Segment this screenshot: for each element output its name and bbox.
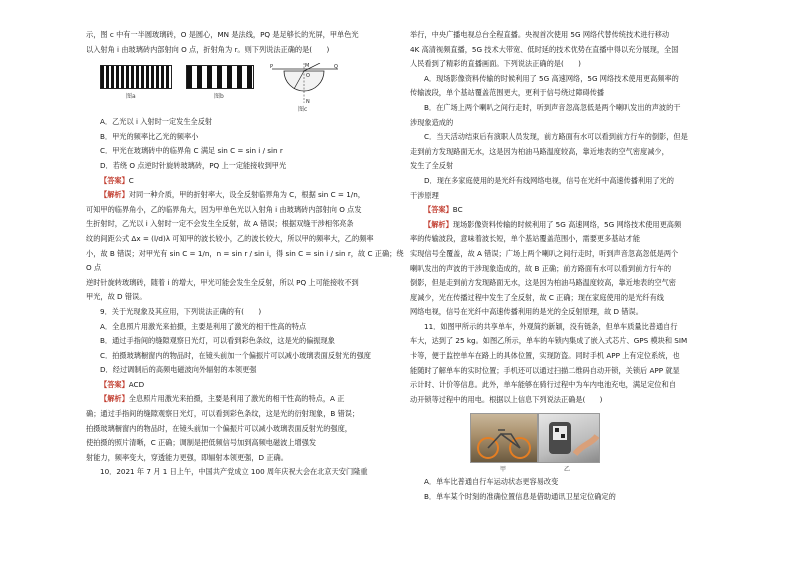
q8-answer: C bbox=[128, 175, 134, 185]
q8-option-d: D．若绕 O 点逆时针旋转玻璃砖，PQ 上一定能接收到甲光 bbox=[100, 160, 287, 170]
q8-figure bbox=[86, 59, 408, 114]
q9-answer-line bbox=[86, 378, 408, 393]
q8-option-b: B．甲光的频率比乙光的频率小 bbox=[100, 131, 199, 141]
q11-option-b: B．单车某个时刻的准确位置信息是借助通讯卫星定位确定的 bbox=[424, 492, 616, 502]
q10-option-c: C．当天活动结束后有演职人员发现，前方路面有水可以看到前方行车的倒影，但是 bbox=[424, 132, 688, 142]
q8-analysis-line-3: 生折射时，乙光以 i 入射时一定不会发生全反射，故 A 错误；根据双缝干涉相邻亮条 bbox=[86, 219, 354, 229]
photo-yi-label: 乙 bbox=[564, 466, 571, 474]
q10-option-d-cont: 干涉原理 bbox=[410, 190, 439, 200]
bike-lock-photo bbox=[538, 413, 600, 463]
q11-stem-line-1: 11．如图甲所示的共享单车，外观简约新颖，没有链条，但单车质量比普通自行 bbox=[424, 321, 678, 331]
q9-option-c: C．拍摄玻璃橱窗内的物品时，在镜头前加一个偏振片可以减小玻璃表面反射光的强度 bbox=[100, 350, 371, 360]
answer-tag: 【答案】 bbox=[424, 205, 453, 215]
q10-option-c-cont-2: 发生了全反射 bbox=[410, 161, 454, 171]
q10-option-b-cont: 涉现象造成的 bbox=[410, 117, 454, 127]
q9-analysis-line-2: 确；通过手指间的缝隙观察日光灯，可以看到彩色条纹，这是光的衍射现象，B 错误； bbox=[86, 409, 360, 419]
q11-option-a: A．单车比普通自行车运动状态更容易改变 bbox=[424, 477, 559, 487]
answer-tag: 【答案】 bbox=[100, 379, 129, 389]
q9-answer: ACD bbox=[128, 379, 145, 389]
figure-c-label: 图c bbox=[298, 106, 308, 114]
q11-stem-line-3: 卡等，便于监控单车在路上的具体位置，实现防盗。同时手机 APP 上有定位系统，也 bbox=[410, 351, 680, 361]
q9-option-d: D．经过调制后的高频电磁波向外辐射的本领更强 bbox=[100, 365, 257, 375]
q11-stem-line-6: 动开锁等过程中的用电。根据以上信息下列说法正确是( ) bbox=[410, 394, 603, 404]
q10-stem: 10．2021 年 7 月 1 日上午，中国共产党成立 100 周年庆祝大会在北京天安门隆重 bbox=[100, 467, 368, 477]
figure-b-label: 图b bbox=[214, 93, 224, 101]
q10-cont-line-1: 举行，中央广播电视总台全程直播。央视首次使用 5G 网络代替传统技术进行移动 bbox=[410, 30, 670, 39]
q10-option-c-cont-1: 走到前方发现路面无水，这是因为柏油马路温度较高，靠近地表的空气密度减少， bbox=[410, 146, 669, 156]
analysis-tag: 【解析】 bbox=[424, 219, 453, 229]
q10-analysis-line-1: 【解析】现场影像资料传输的时候利用了 5G 高速网络，5G 网络技术使用更高频 bbox=[424, 219, 682, 229]
q9-option-a: A．全息照片用激光来拍摄，主要是利用了激光的相干性高的特点 bbox=[100, 321, 307, 331]
q9-stem: 9．关于光现象及其应用，下列说法正确的有( ) bbox=[100, 306, 262, 316]
q8-analysis-line-7: 甲光，故 D 错误。 bbox=[86, 292, 147, 302]
figure-b-fringes bbox=[186, 65, 254, 89]
q8-answer-line bbox=[86, 174, 408, 189]
q10-analysis-line-7: 网络电视，信号在光纤中高速传播利用的是光的全反射原理，故 D 错误。 bbox=[410, 307, 643, 317]
point-n-label: N bbox=[306, 99, 310, 106]
q10-option-b: B．在广场上两个喇叭之间行走时，听到声音忽高忽低是两个喇叭发出的声波的干 bbox=[424, 102, 681, 112]
q11-stem-line-5: 示计时、计价等信息。此外，单车能够在骑行过程中为车内电池充电，满足定位和自 bbox=[410, 380, 676, 390]
analysis-tag: 【解析】 bbox=[100, 394, 129, 404]
q10-cont-line-2: 4K 高清视频直播，5G 技术大带宽、低时延的技术优势在直播中得以充分展现，全国 bbox=[410, 44, 679, 54]
q10-analysis-line-5: 倒影，但是走到前方发现路面无水，这是因为柏油马路温度较高，靠近地表的空气密 bbox=[410, 278, 676, 288]
q10-answer: BC bbox=[452, 205, 463, 215]
point-q-label: Q bbox=[334, 64, 338, 71]
bike-icon bbox=[471, 414, 537, 462]
point-o-label: O bbox=[306, 73, 310, 80]
q9-analysis-line-5: 射能力，频率变大，穿透能力更强，即辐射本领更强，D 正确。 bbox=[86, 452, 288, 462]
point-p-label: P bbox=[270, 64, 274, 71]
q8-analysis-line-5: 小，故 B 错误；对甲光有 sin C = 1/n，n = sin r / sin i，得 sin C = sin i / sin r，故 C 正确；绕 O 点 bbox=[86, 248, 404, 273]
shared-bike-photo bbox=[470, 413, 538, 463]
q8-stem-line-1: 示，图 c 中有一半圆玻璃砖，O 是圆心，MN 是法线，PQ 是足够长的光屏，甲单色光 bbox=[86, 30, 359, 39]
right-column bbox=[410, 28, 732, 505]
q10-answer-line bbox=[410, 203, 732, 218]
q8-analysis-line-6: 逆时针旋转玻璃砖，随着 i 的增大，甲光可能会发生全反射，所以 PQ 上可能接收不到 bbox=[86, 277, 359, 287]
q8-analysis-line-1: 【解析】对同一种介质，甲的折射率大，设全反射临界角为 C，根据 sin C = 1/n， bbox=[100, 190, 365, 200]
q10-analysis-line-2: 率的传输波段，意味着波长短，单个基站覆盖范围小，需要更多基站才能 bbox=[410, 234, 641, 244]
q9-analysis-line-3: 拍摄玻璃橱窗内的物品时，在镜头前加一个偏振片可以减小玻璃表面反射光的强度， bbox=[86, 423, 352, 433]
answer-tag: 【答案】 bbox=[100, 175, 129, 185]
q8-analysis-line-2: 可知甲的临界角小，乙的临界角大，因为甲单色光以入射角 i 由玻璃砖内部射向 O 点发 bbox=[86, 204, 362, 214]
q9-analysis-line-4: 使拍摄的照片清晰，C 正确；调制是把低频信号加到高频电磁波上增强发 bbox=[86, 438, 317, 448]
figure-c-semicircle-glass bbox=[270, 63, 340, 107]
q8-option-a: A．乙光以 i 入射时一定发生全反射 bbox=[100, 117, 213, 127]
q10-option-d: D．现在多家庭使用的是光纤有线网络电视，信号在光纤中高速传播利用了光的 bbox=[424, 175, 674, 185]
analysis-tag: 【解析】 bbox=[100, 190, 129, 200]
q10-analysis-line-3: 实现信号全覆盖，故 A 错误；广场上两个喇叭之间行走时，听到声音忽高忽低是两个 bbox=[410, 248, 679, 258]
smart-lock-icon bbox=[539, 414, 599, 462]
left-column bbox=[86, 28, 408, 480]
q10-analysis-line-4: 喇叭发出的声波的干涉现象造成的，故 B 正确；前方路面有水可以看到前方行车的 bbox=[410, 263, 672, 273]
figure-a-fringes bbox=[100, 65, 172, 89]
q10-option-a-cont: 传输波段，单个基站覆盖范围更大，更利于信号绕过障碍传播 bbox=[410, 88, 605, 98]
q8-stem-line-2: 以入射角 i 由玻璃砖内部射向 O 点，折射角为 r。则下列说法正确的是( ) bbox=[86, 44, 330, 54]
photo-jia-label: 甲 bbox=[500, 466, 507, 474]
q9-option-b: B．通过手指间的缝隙观察日光灯，可以看到彩色条纹，这是光的偏振现象 bbox=[100, 336, 335, 346]
q9-analysis-line-1: 【解析】全息照片用激光来拍摄，主要是利用了激光的相干性高的特点，A 正 bbox=[100, 394, 345, 404]
q10-cont-line-3: 人民看到了精彩的直播画面。下列说法正确的是( ) bbox=[410, 59, 581, 69]
q8-option-c: C．甲光在玻璃砖中的临界角 C 满足 sin C = sin i / sin r bbox=[100, 146, 283, 156]
point-m-label: M bbox=[305, 63, 310, 70]
q11-photos bbox=[410, 411, 732, 473]
q10-option-a: A．现场影像资料传输的时候利用了 5G 高速网络，5G 网络技术使用更高频率的 bbox=[424, 73, 679, 83]
figure-a-label: 图a bbox=[126, 93, 136, 101]
q10-analysis-line-6: 度减少，光在传播过程中发生了全反射，故 C 正确；现在家庭使用的是光纤有线 bbox=[410, 292, 664, 302]
q11-stem-line-4: 能随时了解单车的实时位置；手机还可以通过扫描二维码自动开锁，关锁后 APP 就显 bbox=[410, 365, 680, 375]
q11-stem-line-2: 车大，达到了 25 kg。如图乙所示，单车的车锁内集成了嵌入式芯片、GPS 模块和 SIM bbox=[410, 336, 688, 346]
q8-analysis-line-4: 纹的间距公式 Δx = (l/d)λ 可知甲的波长较小，乙的波长较大，所以甲的频率大，乙的频率 bbox=[86, 233, 374, 243]
